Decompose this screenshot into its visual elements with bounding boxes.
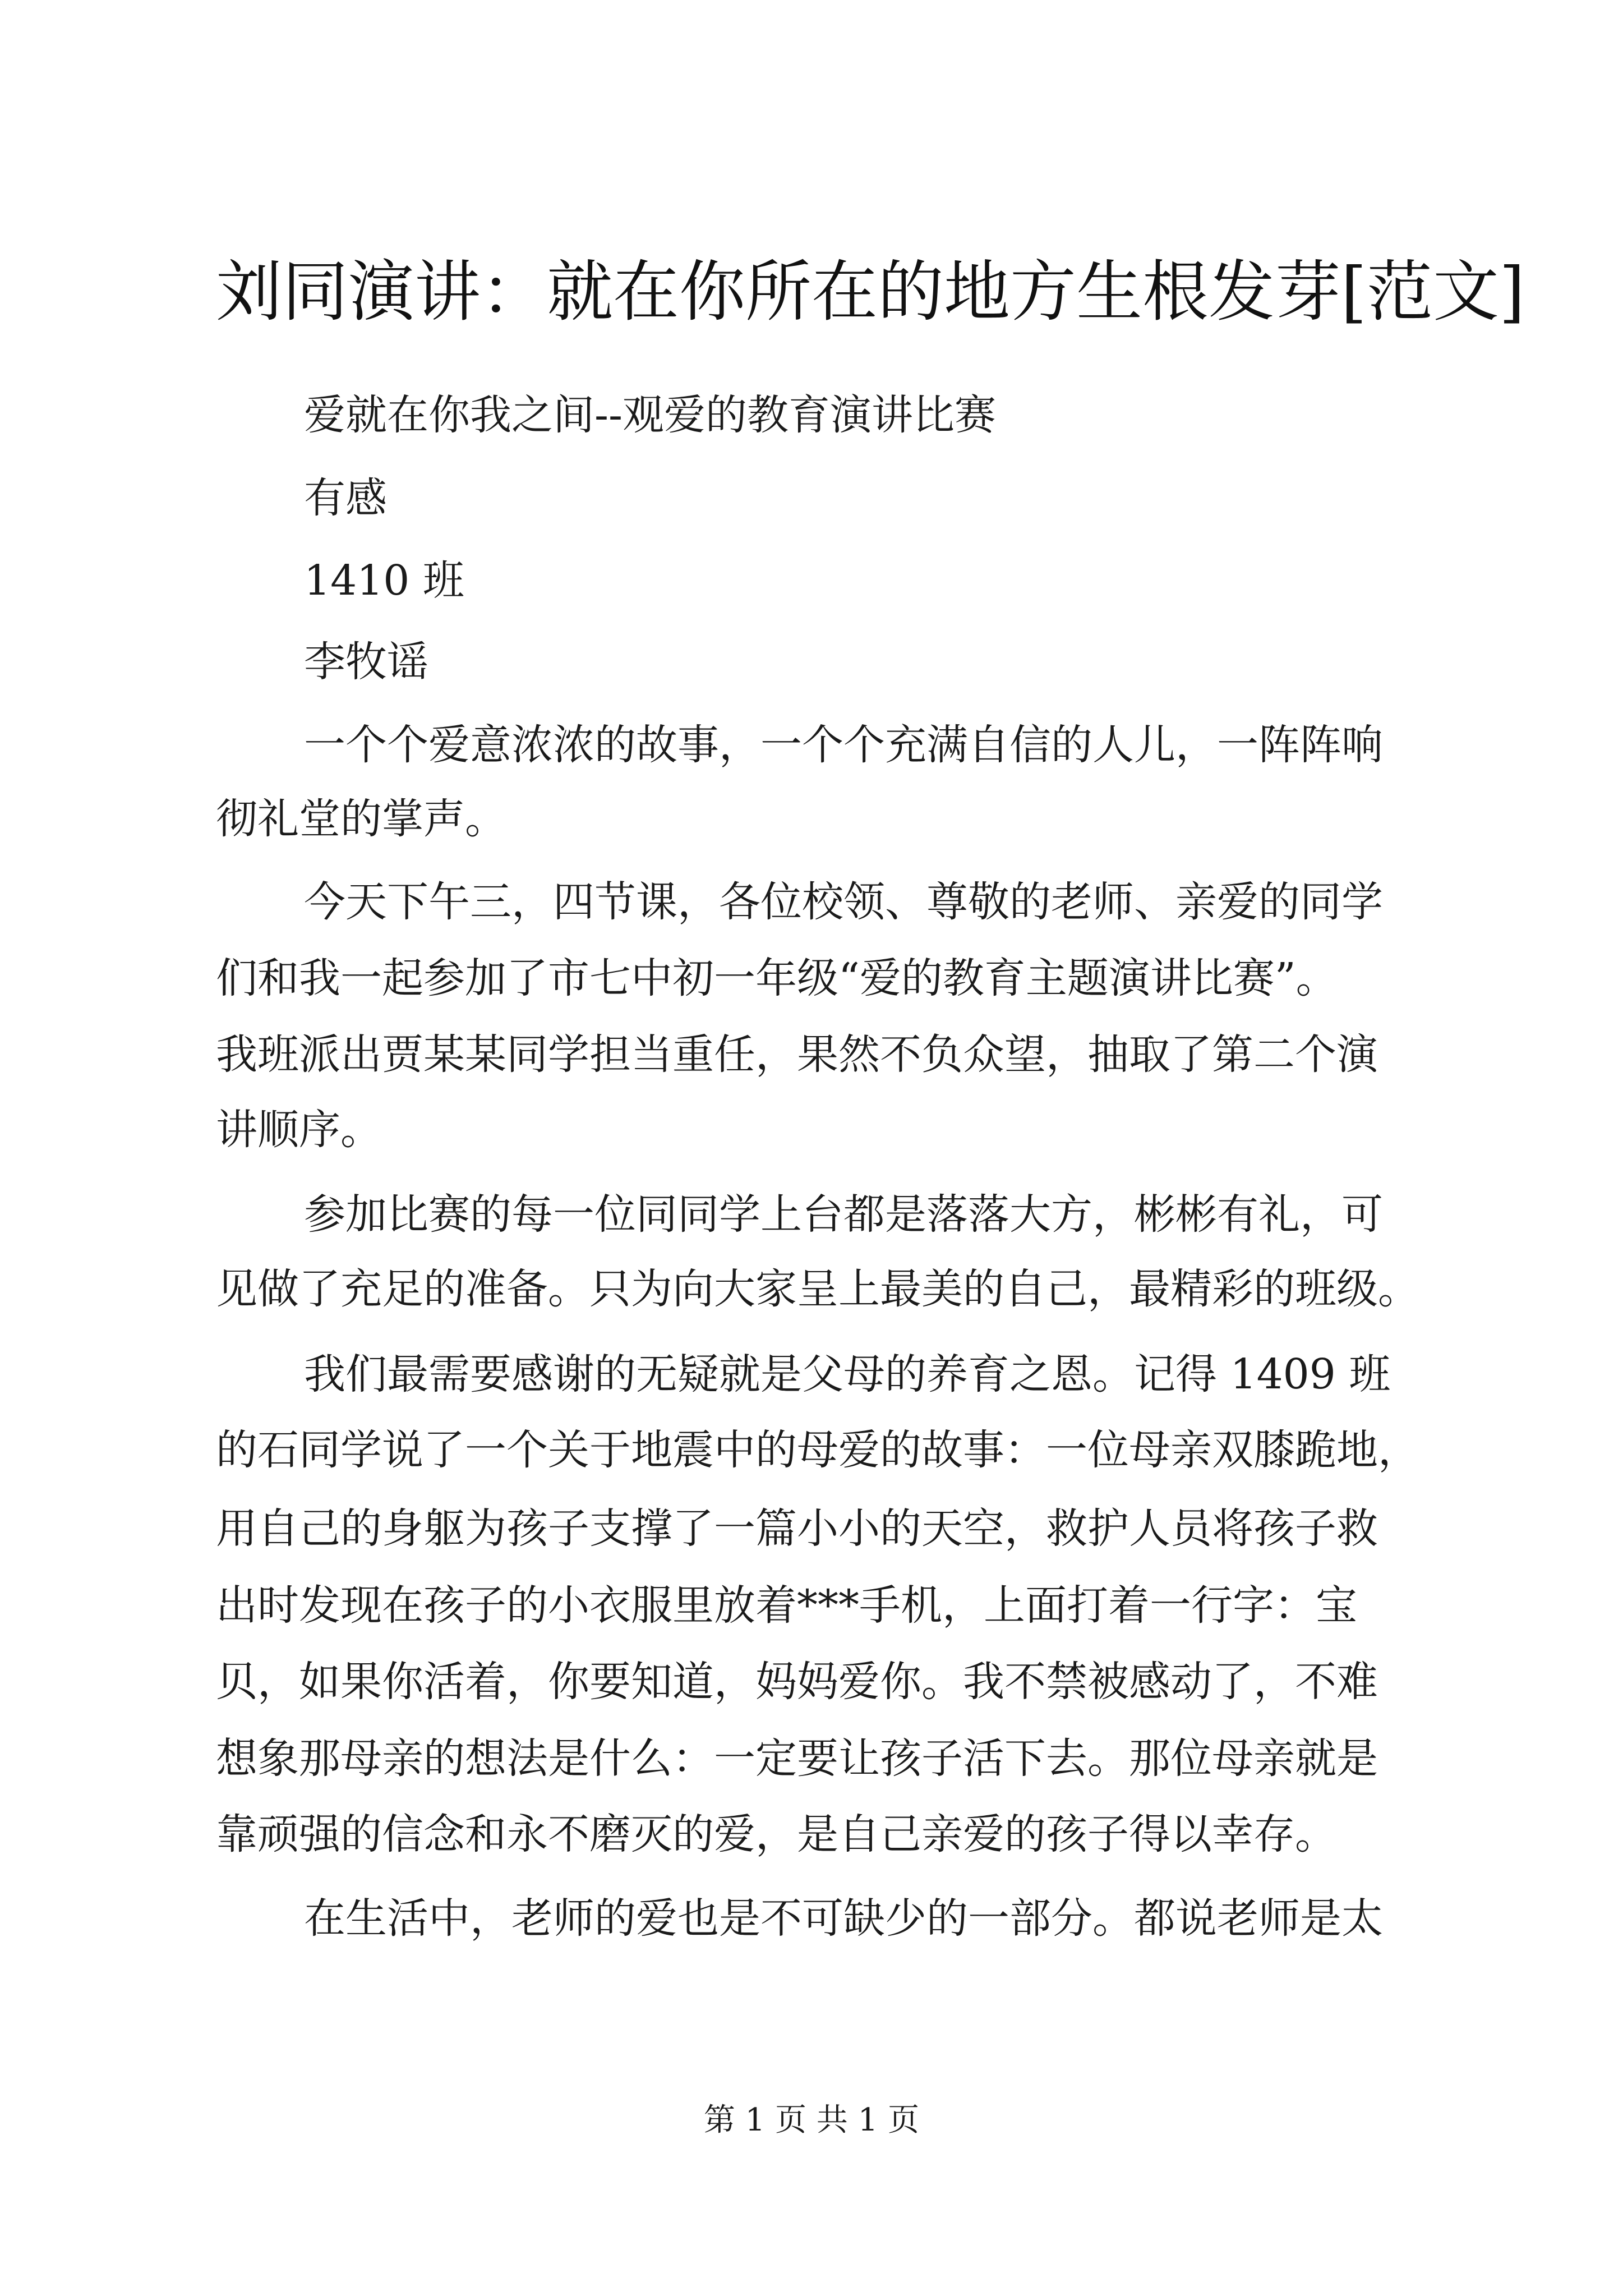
paragraph-line: 们和我一起参加了市七中初一年级“爱的教育主题演讲比赛”。 xyxy=(216,954,1338,1002)
paragraph-line: 讲顺序。 xyxy=(216,1106,382,1154)
paragraph-line: 参加比赛的每一位同同学上台都是落落大方，彬彬有礼，可 xyxy=(304,1190,1383,1239)
paragraph-line: 今天下午三，四节课，各位校领、尊敬的老师、亲爱的同学 xyxy=(304,878,1383,926)
document-title: 刘同演讲：就在你所在的地方生根发芽[范文] xyxy=(216,253,1525,330)
paragraph-line: 出时发现在孩子的小衣服里放着***手机，上面打着一行字：宝 xyxy=(216,1581,1357,1630)
paragraph-line: 的石同学说了一个关于地震中的母爱的故事：一位母亲双膝跪地， xyxy=(216,1426,1419,1474)
header-line: 有感 xyxy=(304,474,387,522)
author-name: 李牧谣 xyxy=(304,638,428,686)
header-line: 爱就在你我之间--观爱的教育演讲比赛 xyxy=(304,391,997,439)
header-line: 1410 班 xyxy=(304,556,464,605)
paragraph-line: 靠顽强的信念和永不磨灭的爱，是自己亲爱的孩子得以幸存。 xyxy=(216,1810,1336,1858)
paragraph-line: 我们最需要感谢的无疑就是父母的养育之恩。记得 1409 班 xyxy=(304,1350,1391,1398)
paragraph-line: 贝，如果你活着，你要知道，妈妈爱你。我不禁被感动了，不难 xyxy=(216,1658,1378,1706)
paragraph-line: 在生活中，老师的爱也是不可缺少的一部分。都说老师是太 xyxy=(304,1894,1383,1943)
paragraph-line: 一个个爱意浓浓的故事，一个个充满自信的人儿，一阵阵响 xyxy=(304,721,1383,769)
paragraph-line: 我班派出贾某某同学担当重任，果然不负众望，抽取了第二个演 xyxy=(216,1030,1378,1079)
page-footer: 第 1 页 共 1 页 xyxy=(703,2102,920,2138)
paragraph-line: 想象那母亲的想法是什么：一定要让孩子活下去。那位母亲就是 xyxy=(216,1734,1378,1783)
paragraph-line: 彻礼堂的掌声。 xyxy=(216,795,506,843)
paragraph-line: 用自己的身躯为孩子支撑了一篇小小的天空，救护人员将孩子救 xyxy=(216,1504,1378,1553)
paragraph-line: 见做了充足的准备。只为向大家呈上最美的自己，最精彩的班级。 xyxy=(216,1265,1419,1313)
